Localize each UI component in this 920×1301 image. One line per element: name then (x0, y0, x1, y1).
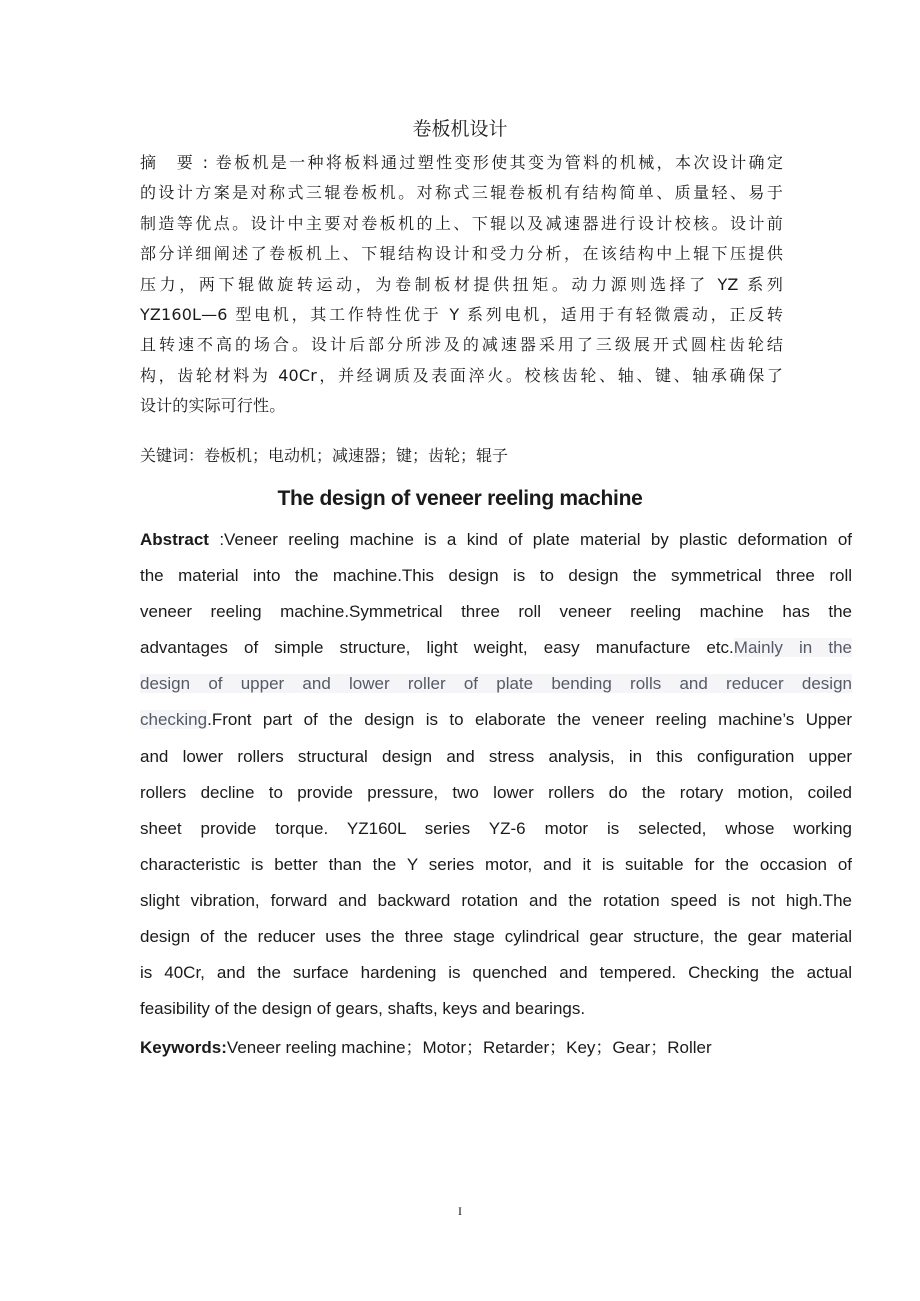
en-abstract-line: rollers decline to provide pressure, two lower rollers do the rotary motion, coiled (140, 782, 852, 802)
en-abstract-text: .Front part of the design is to elaborate the veneer reeling machine’s Upper (207, 710, 852, 730)
chinese-abstract (140, 148, 783, 422)
cn-abstract-line: 制造等优点。设计中主要对卷板机的上、下辊以及减速器进行设计校核。设计前 (140, 213, 783, 233)
en-abstract-line (140, 636, 852, 672)
cn-abstract-line: 构，齿轮材料为 40Cr，并经调质及表面淬火。校核齿轮、轴、键、轴承确保了 (140, 365, 783, 385)
en-abstract-line (140, 708, 852, 744)
english-title: The design of veneer reeling machine (277, 487, 643, 510)
en-abstract-line: feasibility of the design of gears, shafts, keys and bearings. (140, 999, 586, 1019)
en-abstract-line: the material into the machine.This design is to design the symmetrical three roll (140, 566, 852, 586)
en-abstract-line (140, 672, 852, 708)
chinese-title: 卷板机设计 (412, 118, 508, 140)
en-abstract-line: is 40Cr, and the surface hardening is quenched and tempered. Checking the actual (140, 963, 852, 983)
cn-abstract-line: 摘 要 : 卷板机是一种将板料通过塑性变形使其变为管料的机械，本次设计确定 (140, 153, 783, 172)
page-number: I (458, 1204, 462, 1218)
highlighted-text: design of upper and lower roller of plate bending rolls and reducer design (140, 674, 852, 694)
english-keywords (140, 1036, 712, 1060)
en-abstract-line: and lower rollers structural design and stress analysis, in this configuration upper (140, 746, 852, 766)
en-abstract-line: sheet provide torque. YZ160L series YZ-6 motor is selected, whose working (140, 818, 852, 838)
cn-abstract-line: 且转速不高的场合。设计后部分所涉及的减速器采用了三级展开式圆柱齿轮结 (140, 335, 783, 355)
keywords-text: Veneer reeling machine；Motor；Retarder；Key；Gear；Roller (226, 1038, 712, 1057)
abstract-label: Abstract (140, 530, 209, 549)
highlighted-text: checking (140, 710, 208, 730)
en-abstract-line: veneer reeling machine.Symmetrical three roll veneer reeling machine has the (140, 602, 852, 622)
en-abstract-line (140, 528, 852, 564)
cn-abstract-line: 设计的实际可行性。 (140, 396, 286, 416)
chinese-keywords: 关键词：卷板机；电动机；减速器；键；齿轮；辊子 (140, 446, 509, 465)
highlighted-text: Mainly in the (733, 638, 852, 658)
cn-abstract-line: 部分详细阐述了卷板机上、下辊结构设计和受力分析，在该结构中上辊下压提供 (140, 244, 783, 264)
cn-abstract-line: YZ160L—6 型电机，其工作特性优于 Y 系列电机，适用于有轻微震动，正反转 (140, 304, 783, 324)
en-abstract-line: design of the reducer uses the three stage cylindrical gear structure, the gear material (140, 927, 852, 947)
cn-abstract-line: 的设计方案是对称式三辊卷板机。对称式三辊卷板机有结构简单、质量轻、易于 (140, 183, 783, 203)
keywords-label: Keywords: (140, 1038, 227, 1057)
en-abstract-text: :Veneer reeling machine is a kind of plate material by plastic deformation of (208, 530, 852, 549)
en-abstract-line: characteristic is better than the Y series motor, and it is suitable for the occasion of (140, 854, 852, 874)
english-abstract (140, 528, 852, 1033)
en-abstract-text: advantages of simple structure, light weight, easy manufacture etc. (140, 638, 734, 658)
en-abstract-line: slight vibration, forward and backward rotation and the rotation speed is not high.The (140, 890, 852, 910)
cn-abstract-line: 压力，两下辊做旋转运动，为卷制板材提供扭矩。动力源则选择了 YZ 系列 (140, 274, 783, 294)
